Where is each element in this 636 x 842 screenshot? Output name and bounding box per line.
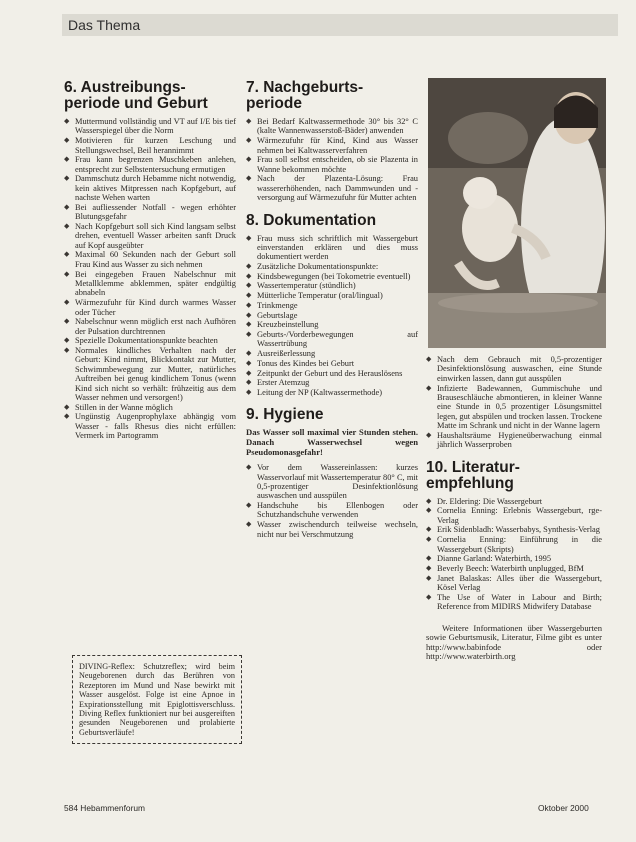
column-middle: [246, 80, 418, 539]
section-9-list-continued: [426, 355, 602, 450]
list-item: ◆ Kreuzbeinstellung: [246, 320, 418, 329]
list-item: ◆ Stillen in der Wanne möglich: [64, 403, 236, 412]
section-9-title: 9. Hygiene: [246, 406, 324, 424]
list-item: ◆ Leitung der NP (Kaltwassermethode): [246, 388, 418, 397]
list-item: ◆ Cornelia Enning: Erlebnis Wassergeburt, rge-Verlag: [426, 506, 602, 525]
list-item: ◆ Zeitpunkt der Geburt und des Herauslösens: [246, 369, 418, 378]
list-item: ◆ Spezielle Dokumentationspunkte beachten: [64, 336, 236, 345]
list-item: ◆ Infizierte Badewannen, Gummischuhe und Brauseschläuche abmontieren, in kleiner Wanne eine Stunde in 0,5 prozentiger Lösungsmittel legen, gut abspülen und trocken lassen. Trockene Matte im Schrank und nicht in der Wanne lagern: [426, 384, 602, 431]
list-item: ◆ Frau soll selbst entscheiden, ob sie Plazenta in Wanne bekommen möchte: [246, 155, 418, 174]
list-item: ◆ Zusätzliche Dokumentationspunkte:: [246, 262, 418, 271]
list-item: ◆ Wassertemperatur (stündlich): [246, 281, 418, 290]
list-item: ◆ Ungünstig Augenprophylaxe abhängig vom Wasser - falls Rhesus dies nicht erfüllen: Vermerk im Partogramm: [64, 412, 236, 440]
list-item: ◆ Janet Balaskas: Alles über die Wassergeburt, Kösel Verlag: [426, 574, 602, 593]
section-10-list: [426, 497, 602, 612]
list-item: ◆ Wärmezufuhr für Kind, Kind aus Wasser nehmen bei Kaltwasserverfahren: [246, 136, 418, 155]
list-item: ◆ Frau muss sich schriftlich mit Wassergeburt einverstanden erklären und dies muss dokumentiert werden: [246, 234, 418, 262]
list-item: ◆ Erik Sidenbladh: Wasserbabys, Synthesis-Verlag: [426, 525, 602, 534]
list-item: ◆ Nach Kopfgeburt soll sich Kind langsam selbst drehen, eventuell Wasser arbeiten sanft Druck auf Kopf ausgeübter: [64, 222, 236, 250]
list-item: ◆ Mütterliche Temperatur (oral/lingual): [246, 291, 418, 300]
list-item: ◆ Kindsbewegungen (bei Tokometrie eventuell): [246, 272, 418, 281]
section-header-title: Das Thema: [68, 17, 141, 33]
section-10-title: 10. Literatur-empfehlung: [426, 458, 520, 492]
waterbirth-photo: [428, 78, 606, 348]
list-item: ◆ Nach dem Gebrauch mit 0,5-prozentiger Desinfektionslösung auswaschen, eine Stunde einwirken lassen, dann gut ausspülen: [426, 355, 602, 383]
list-item: ◆ Muttermund vollständig und VT auf I/E bis tief Wasserspiegel über die Norm: [64, 117, 236, 136]
section-10-closing: Weitere Informationen über Wassergeburten sowie Geburtsmusik, Literatur, Filme gibt es unter http://www.babinfode oder http://www.waterbirth.org: [426, 622, 602, 662]
section-8-title: 8. Dokumentation: [246, 211, 377, 229]
footer-date: Oktober 2000: [538, 803, 589, 813]
list-item: ◆ Wasser zwischendurch teilweise wechseln, nicht nur bei Verschmutzung: [246, 520, 418, 539]
list-item: ◆ Dammschutz durch Hebamme nicht notwendig, kein aktives Mitpressen nach Kopfgeburt, auf nachste Wehen warten: [64, 174, 236, 202]
list-item: ◆ Frau kann begrenzen Muschkeben anlehen, entsprecht zur Selbstentersuchung ermutigen: [64, 155, 236, 174]
section-7-list: [246, 117, 418, 203]
list-item: ◆ Wärmezufuhr für Kind durch warmes Wasser oder Tücher: [64, 298, 236, 317]
list-item: ◆ Dianne Garland: Waterbirth, 1995: [426, 554, 602, 563]
list-item: ◆ Haushaltsräume Hygieneüberwachung einmal jährlich Wasserproben: [426, 431, 602, 450]
list-item: ◆ Dr. Eldering: Die Wassergeburt: [426, 497, 602, 506]
section-6-list: [64, 117, 236, 441]
footer-page: 584 Hebammenforum: [64, 803, 145, 813]
list-item: ◆ Ausreißerlessung: [246, 349, 418, 358]
list-item: ◆ Motivieren für kurzen Leschung und Stellungswechsel, Beil herannimmt: [64, 136, 236, 155]
list-item: ◆ Handschuhe bis Ellenbogen oder Schutzhandschuhe verwenden: [246, 501, 418, 520]
diving-reflex-text: DIVING-Reflex: Schutzreflex; wird beim Neugeborenen durch das Berühren von Rezeptoren im Mund und Nase bewirkt mit Wasser ausgelöst. Folge ist eine Apnoe in Expirationsstellung mit Epiglottisverschluss. Diving Reflex funktioniert nur bei ausgereiften gesunden Neugeborenen und prolabierte Geburtsverläufe!: [79, 662, 235, 737]
list-item: ◆ Beverly Beech: Waterbirth unplugged, BfM: [426, 564, 602, 573]
list-item: ◆ Cornelia Enning: Einführung in die Wassergeburt (Skripts): [426, 535, 602, 554]
section-7-title: 7. Nachgeburts-periode: [246, 79, 364, 112]
list-item: ◆ Maximal 60 Sekunden nach der Geburt soll Frau Kind aus Wasser zu sich nehmen: [64, 250, 236, 269]
list-item: ◆ The Use of Water in Labour and Birth; Reference from MIDIRS Midwifery Database: [426, 593, 602, 612]
list-item: ◆ Nach der Plazenta-Lösung: Frau wassererhöhenden, nach Dammwunden und -versorgung auf Wärmezufuhr für Mutter achten: [246, 174, 418, 202]
list-item: ◆ Nabelschnur wenn möglich erst nach Aufhören der Pulsation durchtrennen: [64, 317, 236, 336]
list-item: ◆ Tonus des Kindes bei Geburt: [246, 359, 418, 368]
list-item: ◆ Bei eingegeben Frauen Nabelschnur mit Metallklemme abklemmen, später endgültig abnabeln: [64, 270, 236, 298]
list-item: ◆ Vor dem Wassereinlassen: kurzes Wasservorlauf mit Wassertemperatur 80° C, mit 0,5-prozentiger Desinfektionlösung auswaschen und ausspülen: [246, 463, 418, 501]
section-6-title: 6. Austreibungs-periode und Geburt: [64, 79, 208, 112]
section-header-bar: [62, 14, 618, 36]
list-item: ◆ Erster Atemzug: [246, 378, 418, 387]
list-item: ◆ Geburts-/Vorderbewegungen auf Wassertrübung: [246, 330, 418, 349]
section-8-list: [246, 234, 418, 398]
section-9-intro: Das Wasser soll maximal vier Stunden stehen. Danach Wasserwechsel wegen Pseudomonasgefahr!: [246, 427, 418, 457]
column-left: [64, 80, 236, 441]
list-item: ◆ Bei Bedarf Kaltwassermethode 30° bis 32° C (kalte Wannenwasserstoß-Bäder) anwenden: [246, 117, 418, 136]
list-item: ◆ Geburtslage: [246, 311, 418, 320]
list-item: ◆ Normales kindliches Verhalten nach der Geburt: Kind nimmt, Blickkontakt zur Mutter, Schwimmbewegung zur Mutter, natürliches Auftreiben bei genug kindlichem Tonus (wenn Kind sich nicht so verhält: frühzeitig aus dem Wasser nehmen und versorgen!): [64, 346, 236, 402]
column-right: [426, 355, 602, 662]
list-item: ◆ Bei aufliessender Notfall - wegen erhöhter Blutungsgefahr: [64, 203, 236, 222]
section-9-list: [246, 463, 418, 539]
diving-reflex-box: [72, 655, 242, 744]
list-item: ◆ Trinkmenge: [246, 301, 418, 310]
